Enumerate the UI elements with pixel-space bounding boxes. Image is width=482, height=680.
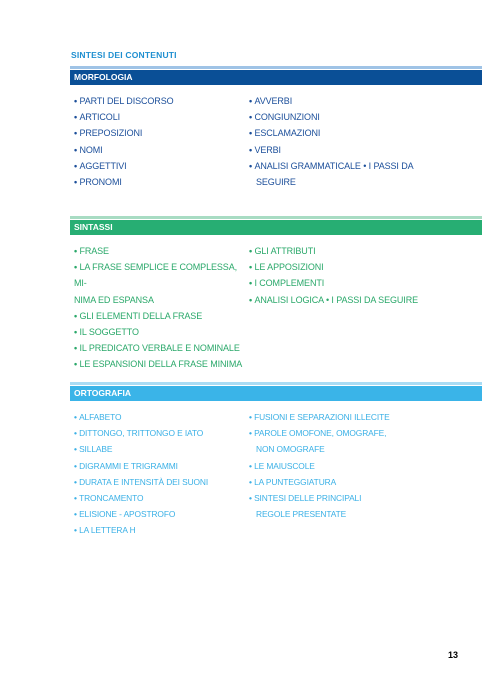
bullet-icon: • bbox=[74, 327, 80, 338]
bullet-icon: • bbox=[249, 493, 255, 504]
bullet-icon: • bbox=[249, 262, 255, 273]
bullet-icon: • bbox=[249, 460, 255, 471]
bullet-icon: • bbox=[74, 444, 80, 455]
list-item: • AGGETTIVI bbox=[74, 160, 127, 171]
section-top-line bbox=[70, 66, 482, 69]
morfologia-right-column bbox=[249, 93, 429, 190]
list-item: • GLI ELEMENTI DELLA FRASE bbox=[74, 310, 203, 321]
bullet-icon: • bbox=[74, 460, 80, 471]
list-item: • ANALISI GRAMMATICALE • I PASSI DA bbox=[249, 160, 414, 171]
bullet-icon: • bbox=[74, 476, 80, 487]
bullet-icon: • bbox=[74, 359, 80, 370]
bullet-icon: • bbox=[74, 310, 80, 321]
list-item: • ALFABETO bbox=[74, 412, 122, 422]
list-item: • FUSIONI E SEPARAZIONI ILLECITE bbox=[249, 412, 390, 422]
bullet-icon: • bbox=[74, 144, 80, 155]
bullet-icon: • bbox=[74, 525, 80, 536]
list-item: • LA FRASE SEMPLICE E COMPLESSA, MI- bbox=[74, 262, 238, 289]
list-item: • SILLABE bbox=[74, 444, 113, 455]
bullet-icon: • bbox=[74, 412, 80, 422]
list-item: • DIGRAMMI E TRIGRAMMI bbox=[74, 460, 178, 471]
list-item: • LE MAIUSCOLE bbox=[249, 460, 315, 471]
list-item-continuation: SEGUIRE bbox=[256, 177, 296, 188]
list-item: • SINTESI DELLE PRINCIPALI bbox=[249, 493, 362, 504]
bullet-icon: • bbox=[249, 128, 255, 139]
bullet-icon: • bbox=[249, 96, 255, 106]
bullet-icon: • bbox=[249, 294, 255, 305]
list-item: • ELISIONE - APOSTROFO bbox=[74, 509, 176, 520]
list-item: • DITTONGO, TRITTONGO E IATO bbox=[74, 428, 204, 439]
list-item: • PRONOMI bbox=[74, 177, 122, 188]
list-item: • VERBI bbox=[249, 144, 281, 155]
bullet-icon: • bbox=[249, 112, 255, 123]
list-item-continuation: NON OMOGRAFE bbox=[256, 444, 325, 455]
ortografia-right-column bbox=[249, 409, 429, 522]
bullet-icon: • bbox=[249, 160, 255, 171]
list-item: • LA PUNTEGGIATURA bbox=[249, 476, 337, 487]
bullet-icon: • bbox=[74, 112, 80, 123]
list-item: • FRASE bbox=[74, 246, 109, 256]
list-item: • PREPOSIZIONI bbox=[74, 128, 143, 139]
bullet-icon: • bbox=[74, 262, 80, 273]
list-item: • TRONCAMENTO bbox=[74, 493, 144, 504]
section-title-morfologia: MORFOLOGIA bbox=[70, 70, 482, 85]
bullet-icon: • bbox=[74, 177, 80, 188]
ortografia-left-column bbox=[74, 409, 246, 539]
bullet-icon: • bbox=[249, 144, 255, 155]
list-item: • IL SOGGETTO bbox=[74, 327, 139, 338]
list-item: • I COMPLEMENTI bbox=[249, 278, 325, 289]
bullet-icon: • bbox=[249, 428, 255, 439]
list-item: • ARTICOLI bbox=[74, 112, 120, 123]
bullet-icon: • bbox=[249, 246, 255, 256]
list-item: • CONGIUNZIONI bbox=[249, 112, 320, 123]
list-item-continuation: NIMA ED ESPANSA bbox=[74, 294, 154, 305]
bullet-icon: • bbox=[74, 343, 80, 354]
bullet-icon: • bbox=[74, 160, 80, 171]
list-item-continuation: REGOLE PRESENTATE bbox=[256, 509, 347, 520]
section-title-ortografia: ORTOGRAFIA bbox=[70, 386, 482, 401]
list-item: • LE APPOSIZIONI bbox=[249, 262, 324, 273]
bullet-icon: • bbox=[74, 246, 80, 256]
list-item: • GLI ATTRIBUTI bbox=[249, 246, 316, 256]
bullet-icon: • bbox=[74, 96, 80, 106]
bullet-icon: • bbox=[249, 278, 255, 289]
section-title-sintassi: SINTASSI bbox=[70, 220, 482, 235]
list-item: • IL PREDICATO VERBALE E NOMINALE bbox=[74, 343, 240, 354]
bullet-icon: • bbox=[74, 509, 80, 520]
list-item: • NOMI bbox=[74, 144, 103, 155]
page-number: 13 bbox=[448, 650, 459, 660]
bullet-icon: • bbox=[74, 428, 80, 439]
section-top-line bbox=[70, 216, 482, 219]
list-item: • ESCLAMAZIONI bbox=[249, 128, 321, 139]
list-item: • LE ESPANSIONI DELLA FRASE MINIMA bbox=[74, 359, 243, 370]
list-item: • PARTI DEL DISCORSO bbox=[74, 96, 174, 106]
list-item: • AVVERBI bbox=[249, 96, 293, 106]
sintassi-right-column bbox=[249, 243, 429, 308]
list-item: • DURATA E INTENSITÀ DEI SUONI bbox=[74, 476, 209, 487]
section-top-line bbox=[70, 382, 482, 385]
morfologia-left-column bbox=[74, 93, 246, 190]
bullet-icon: • bbox=[74, 493, 80, 504]
sintassi-left-column bbox=[74, 243, 246, 373]
page-heading: SINTESI DEI CONTENUTI bbox=[71, 50, 177, 60]
list-item: • ANALISI LOGICA • I PASSI DA SEGUIRE bbox=[249, 294, 418, 305]
list-item: • PAROLE OMOFONE, OMOGRAFE, bbox=[249, 428, 387, 439]
bullet-icon: • bbox=[249, 412, 255, 422]
bullet-icon: • bbox=[74, 128, 80, 139]
bullet-icon: • bbox=[249, 476, 255, 487]
list-item: • LA LETTERA H bbox=[74, 525, 136, 536]
